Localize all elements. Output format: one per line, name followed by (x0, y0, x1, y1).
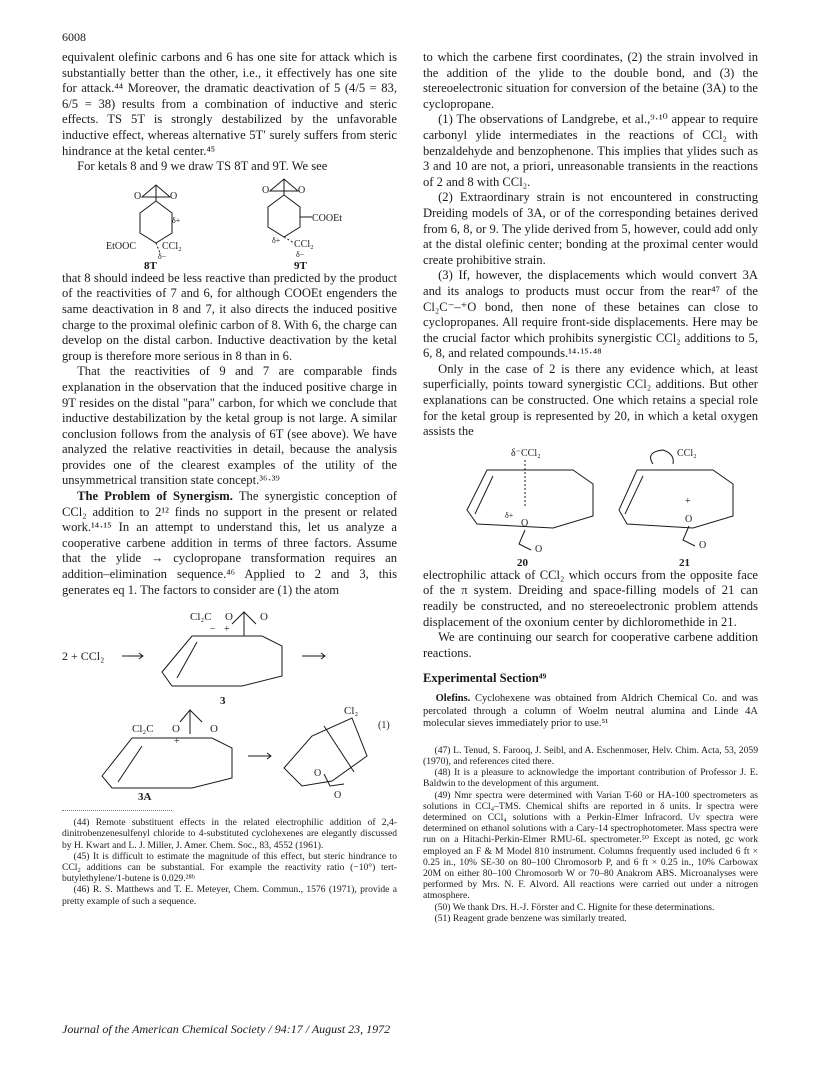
footnote-44: (44) Remote substituent effects in the related electrophilic addition of 2,4-dinitrobenzenesulfenyl chloride to 4-substituted cyclohexenes are elegantly discussed by H. Kwart and L. J. Miller, J. Amer. Chem. Soc., 83, 4552 (1961). (62, 817, 397, 851)
synergism-heading: The Problem of Synergism. (77, 489, 233, 504)
experimental-olefins (423, 693, 758, 731)
9t-delta-minus: δ− (296, 249, 305, 259)
right-paragraph-5: Only in the case of 2 is there any evidence which, at least superficially, points toward synergistic CCl₂ additions. But other explanations can be constructed. One which retains a special role for the ketal group is represented by 20, in which a ketal oxygen assists the (423, 361, 758, 439)
right-paragraph-2: (1) The observations of Landgrebe, et al.,⁹·¹⁰ appear to require carbonyl ylide intermediates in the reactions of CCl₂ with benzaldehyde and benzophenone. This implies that ylides such as 3 and 10 are not, a priori, unreasonable transients in the reactions of 2 and 8 with CCl₂. (423, 112, 758, 189)
equation-1-scheme (62, 606, 397, 804)
20-oxygen-2: O (535, 543, 543, 555)
right-paragraph-3: (2) Extraordinary strain is not encountered in constructing Dreiding models of 3A, or of the corresponding betaines derived from 6, 8, or 9. The ylide derived from 5, however, could add only at the distal olefinic center; bonding at the proximal center would create prohibitive strain. (423, 190, 759, 267)
footnote-46: (46) R. S. Matthews and T. E. Meteyer, Chem. Commun., 1576 (1971), provide a pretty example of such a sequence. (62, 884, 397, 907)
eq-betaine-o3: O (172, 723, 180, 736)
footnote-49: (49) Nmr spectra were determined with Varian T-60 or HA-100 spectrometers as solutions in CCl₄–TMS. Chemical shifts are reported in δ units. Ir spectra were determined on CCl₄ solutions with a Perkin-Elmer Infracord. Uv spectra were determined on ethanol solutions with a Cary-14 spectrophotometer. Mass spectra were run on a Hitachi-Perkin-Elmer RMU-6L spectrometer.⁵⁰ Except as noted, gc work employed an F & M Model 810 instrument. Columns frequently used included 6 ft × 0.25 in., 10% SE-30 on 80–100 Chromosorb P, and 6 ft × 0.25 in., 10% Carbowax 20M on either 80–100 Chromosorb W or 70–80 Anakrom ABS. Microanalyses were performed by Mrs. N. F. Alvord. All reactions were carried out under a nitrogen atmosphere. (423, 789, 758, 902)
right-paragraph-1: to which the carbene first coordinates, (2) the strain involved in the addition of the ylide to the double bond, and (3) the stereoelectronic situation for conversion of the betaine (3A) to the cyclopropane. (423, 50, 758, 111)
eq-betaine-o4: O (210, 723, 218, 736)
eq-label-3: 3 (220, 695, 226, 708)
21-ccl2: CCl₂ (677, 447, 697, 459)
20-label: 20 (517, 556, 528, 568)
structures-20-21 (423, 444, 758, 568)
right-paragraph-4: (3) If, however, the displacements which would convert 3A and its analogs to products must occur from the rear⁴⁷ of the Cl₂C⁻–⁺O bond, then none of these betaines can close to cyclopropanes. All require front-side displacements. Here may be the crucial factor which prohibits synergistic CCl₂ additions to 5, 6, 8, and related compounds.¹⁴·¹⁵·⁴⁸ (423, 268, 758, 361)
eq-number: (1) (378, 720, 390, 732)
eq-product-o6: O (334, 790, 342, 802)
footnote-50: (50) We thank Drs. H.-J. Förster and C. Hignite for these determinations. (434, 901, 715, 913)
eq-product-o5: O (314, 768, 322, 780)
left-paragraph-3: that 8 should indeed be less reactive than predicted by the product of the reactivities of 7 and 6, for although COOEt engenders the same deactivation in 8 and 7, it also directs the induced positive charge to the proximal olefinic carbon of 8. With 6, the charge can develop on the distal carbon. Inductive deactivation by the ketal group is therefore more serious in 8 than in 6. (62, 270, 397, 363)
21-oxygen-2: O (699, 539, 707, 551)
eq-ylide-cl2c: Cl₂C (190, 611, 212, 624)
olefins-text: Cyclohexene was obtained from Aldrich Chemical Co. and was percolated through a column of Woelm neutral alumina and Linde 4A molecular sieves immediately prior to use.⁵¹ (423, 693, 758, 730)
left-paragraph-1: equivalent olefinic carbons and 6 has one site for attack which is substantially better than the other, i.e., it effectively has one site for attack.⁴⁴ Moreover, the dramatic deactivation of 5 (4/5 = 83, 6/5 = 38) results from a combination of inductive and steric effects. TS 5T is strongly destabilized by the unfavorable inductive effect, whereas alternative 5T′ surely suffers from steric hindrance at the ketal center.⁴⁵ (62, 50, 397, 158)
left-paragraph-2: For ketals 8 and 9 we draw TS 8T and 9T. We see (77, 159, 328, 174)
20-oxygen-1: O (521, 517, 529, 529)
8t-delta-minus: δ− (158, 251, 167, 261)
9t-oxygen-left: O (262, 184, 270, 196)
ketal-structures-8t-9t (62, 175, 397, 271)
8t-delta-plus: δ+ (172, 215, 181, 225)
experimental-section-heading: Experimental Section⁴⁹ (423, 671, 547, 686)
structure-8t (106, 185, 182, 271)
21-label: 21 (679, 556, 690, 568)
9t-oxygen-right: O (298, 184, 306, 196)
structure-9t (262, 179, 342, 271)
footnote-48: (48) It is a pleasure to acknowledge the important contribution of Professor J. E. Baldwin to the development of this argument. (423, 767, 758, 790)
page-number: 6008 (62, 30, 86, 44)
eq-plus: + (224, 624, 230, 636)
eq-product-cl2: Cl₂ (344, 705, 359, 718)
20-delta-plus: δ+ (505, 510, 514, 520)
9t-delta-plus: δ+ (272, 235, 281, 245)
right-paragraph-7: We are continuing our search for cooperative carbene addition reactions. (423, 630, 758, 660)
left-footnotes (62, 817, 397, 907)
right-paragraph-6: electrophilic attack of CCl₂ which occurs from the opposite face of the π system. Dreiding and space-filling models of 21 can readily be constructed, and no stereoelectronic problem attends displacement of the oxonium center by dichloromethide in 21. (423, 567, 758, 629)
footnote-rule-left (62, 810, 172, 811)
21-oxygen-1: O (685, 513, 693, 525)
journal-footer: Journal of the American Chemical Society / 94:17 / August 23, 1972 (62, 1022, 391, 1036)
eq-betaine-cl2c: Cl₂C (132, 723, 154, 736)
eq-label-3a: 3A (138, 791, 152, 804)
8t-ccl2: CCl₂ (162, 240, 182, 252)
footnote-51: (51) Reagent grade benzene was similarly treated. (434, 912, 627, 924)
footnote-45: (45) It is difficult to estimate the magnitude of this effect, but steric hindrance to CCl₂ additions can be substantial. For example the reactivity ratio (−10°) tert-butylethylene/1-butene is 0.029.²⁸ᵇ (62, 850, 397, 885)
eq-ylide-o1: O (225, 611, 233, 624)
9t-cooet: COOEt (312, 212, 342, 224)
left-paragraph-5 (62, 489, 397, 598)
20-ccl2: δ⁻CCl₂ (511, 447, 541, 459)
left-column (62, 50, 397, 907)
structure-20 (467, 448, 593, 568)
right-column (423, 50, 758, 924)
footnote-47: (47) L. Tenud, S. Farooq, J. Seibl, and A. Eschenmoser, Helv. Chim. Acta, 53, 2059 (1970), and references cited there. (423, 744, 758, 767)
8t-oxygen-right: O (170, 190, 178, 202)
olefins-lead: Olefins. (435, 693, 471, 704)
eq-reactants: 2 + CCl₂ (62, 649, 105, 664)
8t-label: 8T (144, 259, 157, 271)
right-footnotes (423, 745, 758, 924)
structure-21 (619, 448, 733, 568)
9t-ccl2: CCl₂ (294, 238, 314, 250)
synergism-text: The synergistic conception of CCl₂ addition to 2¹² finds no support in the present or related work.¹⁴·¹⁵ In an attempt to understand this, let us analyze a cooperative carbene addition in terms of three factors. Assume that the ylide → cyclopropane transformation requires an addition–elimination sequence.⁴⁶ Applied to 2 and 3, this generates eq 1. The factors to consider are (1) the atom (62, 489, 398, 597)
9t-label: 9T (294, 259, 307, 271)
eq-minus: − (210, 624, 216, 636)
left-paragraph-4: That the reactivities of 9 and 7 are comparable finds explanation in the observation that the induced positive charge in 9T resides on the distal "para" carbon, for which we conclude that inductive destabilization by the ketal group is not large. A similar conclusion follows from the analysis of 6T (see above). We have analyzed the relative reactivities in detail, because the analysis provides one of the clearest examples of the utility of the unsymmetrical transition state concept.³⁶·³⁹ (62, 364, 397, 488)
8t-oxygen-left: O (134, 190, 142, 202)
8t-ester-label: EtOOC (106, 240, 136, 252)
21-plus: + (685, 495, 691, 507)
eq-ylide-o2: O (260, 611, 268, 624)
eq-betaine-plus: + (174, 736, 180, 748)
